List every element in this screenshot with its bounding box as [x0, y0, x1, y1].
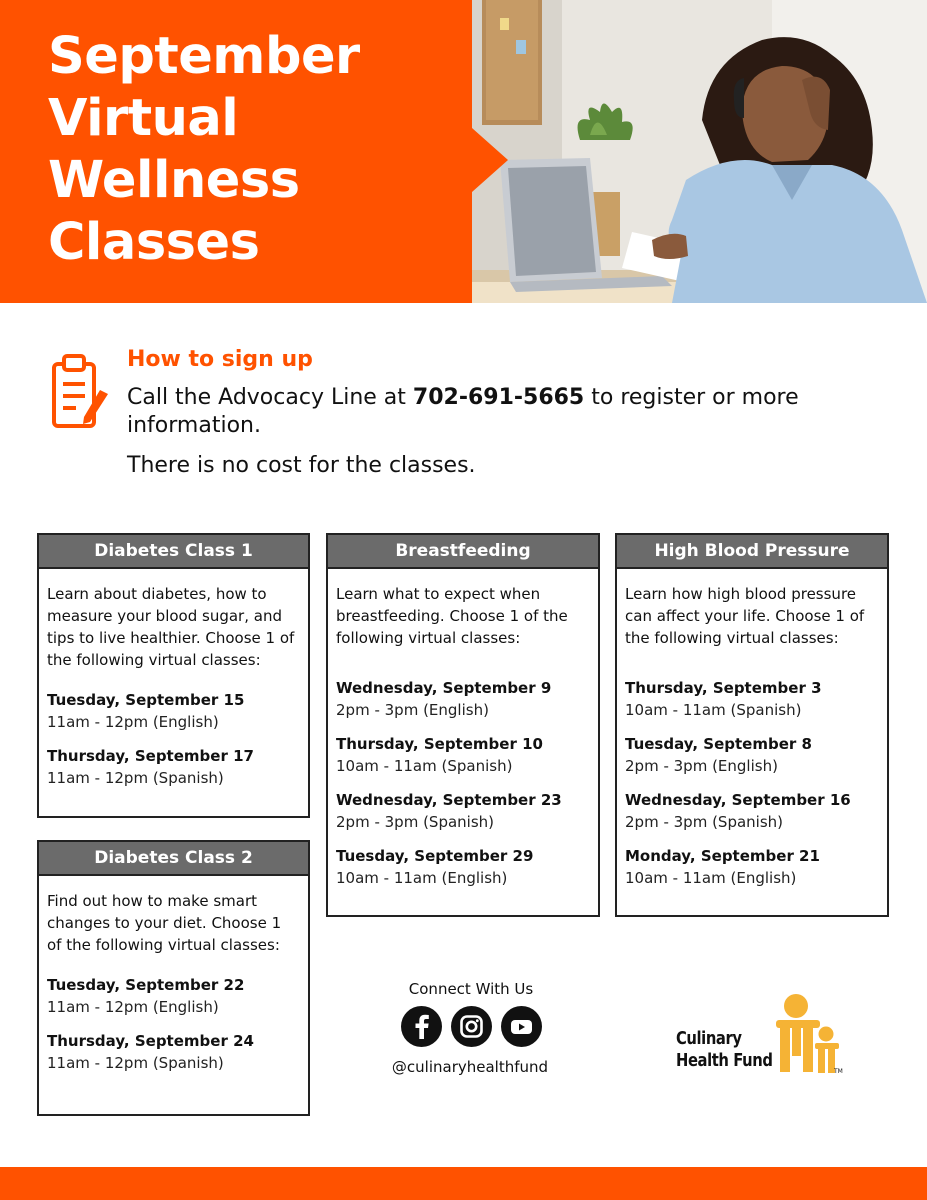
- signup-text-after: to register or more information.: [127, 385, 799, 438]
- session-item: [336, 845, 590, 889]
- clipboard-icon: [50, 352, 110, 432]
- page-title: [48, 26, 360, 274]
- session-time: 10am - 11am (English): [336, 869, 508, 887]
- session-day: Thursday, September 10: [336, 735, 543, 753]
- title-line-2: Virtual: [48, 89, 239, 148]
- connect-label: Connect With Us: [408, 980, 534, 998]
- diabetes-class-2-card: [37, 840, 310, 1116]
- card-title: High Blood Pressure: [617, 535, 887, 569]
- session-item: [47, 745, 300, 789]
- session-day: Tuesday, September 15: [47, 691, 245, 709]
- card-description: Learn what to expect when breastfeeding. Choose 1 of the following virtual classes:: [336, 585, 568, 647]
- session-day: Wednesday, September 9: [336, 679, 552, 697]
- session-time: 11am - 12pm (Spanish): [47, 1054, 224, 1072]
- session-day: Thursday, September 24: [47, 1032, 254, 1050]
- trademark-mark: TM: [834, 1068, 843, 1075]
- session-time: 11am - 12pm (Spanish): [47, 769, 224, 787]
- session-item: [625, 677, 879, 721]
- card-title: Diabetes Class 2: [39, 842, 308, 876]
- session-item: [47, 689, 300, 733]
- session-item: [625, 733, 879, 777]
- logo-wordmark: [676, 1028, 773, 1072]
- session-item: [336, 789, 590, 833]
- banner-arrow: [472, 128, 508, 192]
- card-title: Diabetes Class 1: [39, 535, 308, 569]
- card-title: Breastfeeding: [328, 535, 598, 569]
- diabetes-class-1-card: [37, 533, 310, 818]
- session-time: 2pm - 3pm (English): [625, 757, 778, 775]
- session-day: Tuesday, September 22: [47, 976, 245, 994]
- session-day: Thursday, September 3: [625, 679, 822, 697]
- title-line-1: September: [48, 27, 360, 86]
- session-day: Wednesday, September 16: [625, 791, 851, 809]
- session-time: 2pm - 3pm (Spanish): [625, 813, 784, 831]
- hero-photo: [472, 0, 927, 303]
- title-line-4: Classes: [48, 213, 260, 272]
- session-day: Tuesday, September 8: [625, 735, 812, 753]
- session-item: [336, 677, 590, 721]
- facebook-icon[interactable]: [401, 1006, 442, 1047]
- card-description: Find out how to make smart changes to your diet. Choose 1 of the following virtual classes:: [47, 892, 282, 954]
- card-description: Learn how high blood pressure can affect your life. Choose 1 of the following virtual classes:: [625, 585, 865, 647]
- high-blood-pressure-card: [615, 533, 889, 917]
- session-time: 10am - 11am (Spanish): [625, 701, 802, 719]
- social-handle[interactable]: @culinaryhealthfund: [391, 1058, 549, 1076]
- title-panel: [0, 0, 472, 303]
- session-time: 10am - 11am (Spanish): [336, 757, 513, 775]
- session-time: 11am - 12pm (English): [47, 998, 219, 1016]
- header-banner: [0, 0, 927, 303]
- session-time: 11am - 12pm (English): [47, 713, 219, 731]
- card-description: Learn about diabetes, how to measure your blood sugar, and tips to live healthier. Choose 1 of the following virtual classes:: [47, 585, 295, 669]
- session-item: [336, 733, 590, 777]
- session-item: [625, 845, 879, 889]
- signup-text-before: Call the Advocacy Line at: [127, 385, 413, 410]
- logo-line-2: Health Fund: [676, 1050, 773, 1071]
- logo-line-1: Culinary: [676, 1028, 742, 1049]
- session-item: [625, 789, 879, 833]
- session-time: 2pm - 3pm (English): [336, 701, 489, 719]
- signup-instructions: [127, 384, 807, 440]
- breastfeeding-card: [326, 533, 600, 917]
- cost-note: There is no cost for the classes.: [127, 453, 476, 478]
- session-time: 2pm - 3pm (Spanish): [336, 813, 495, 831]
- session-time: 10am - 11am (English): [625, 869, 797, 887]
- youtube-icon[interactable]: [501, 1006, 542, 1047]
- session-day: Thursday, September 17: [47, 747, 254, 765]
- session-item: [47, 1030, 300, 1074]
- social-icons: [401, 1006, 543, 1048]
- instagram-icon[interactable]: [451, 1006, 492, 1047]
- signup-heading: How to sign up: [127, 347, 313, 372]
- session-day: Monday, September 21: [625, 847, 820, 865]
- session-day: Tuesday, September 29: [336, 847, 534, 865]
- woman-at-laptop-illustration: [472, 0, 927, 303]
- session-item: [47, 974, 300, 1018]
- footer-bar: [0, 1167, 927, 1200]
- advocacy-phone-number[interactable]: 702-691-5665: [412, 385, 585, 410]
- title-line-3: Wellness: [48, 151, 300, 210]
- session-day: Wednesday, September 23: [336, 791, 562, 809]
